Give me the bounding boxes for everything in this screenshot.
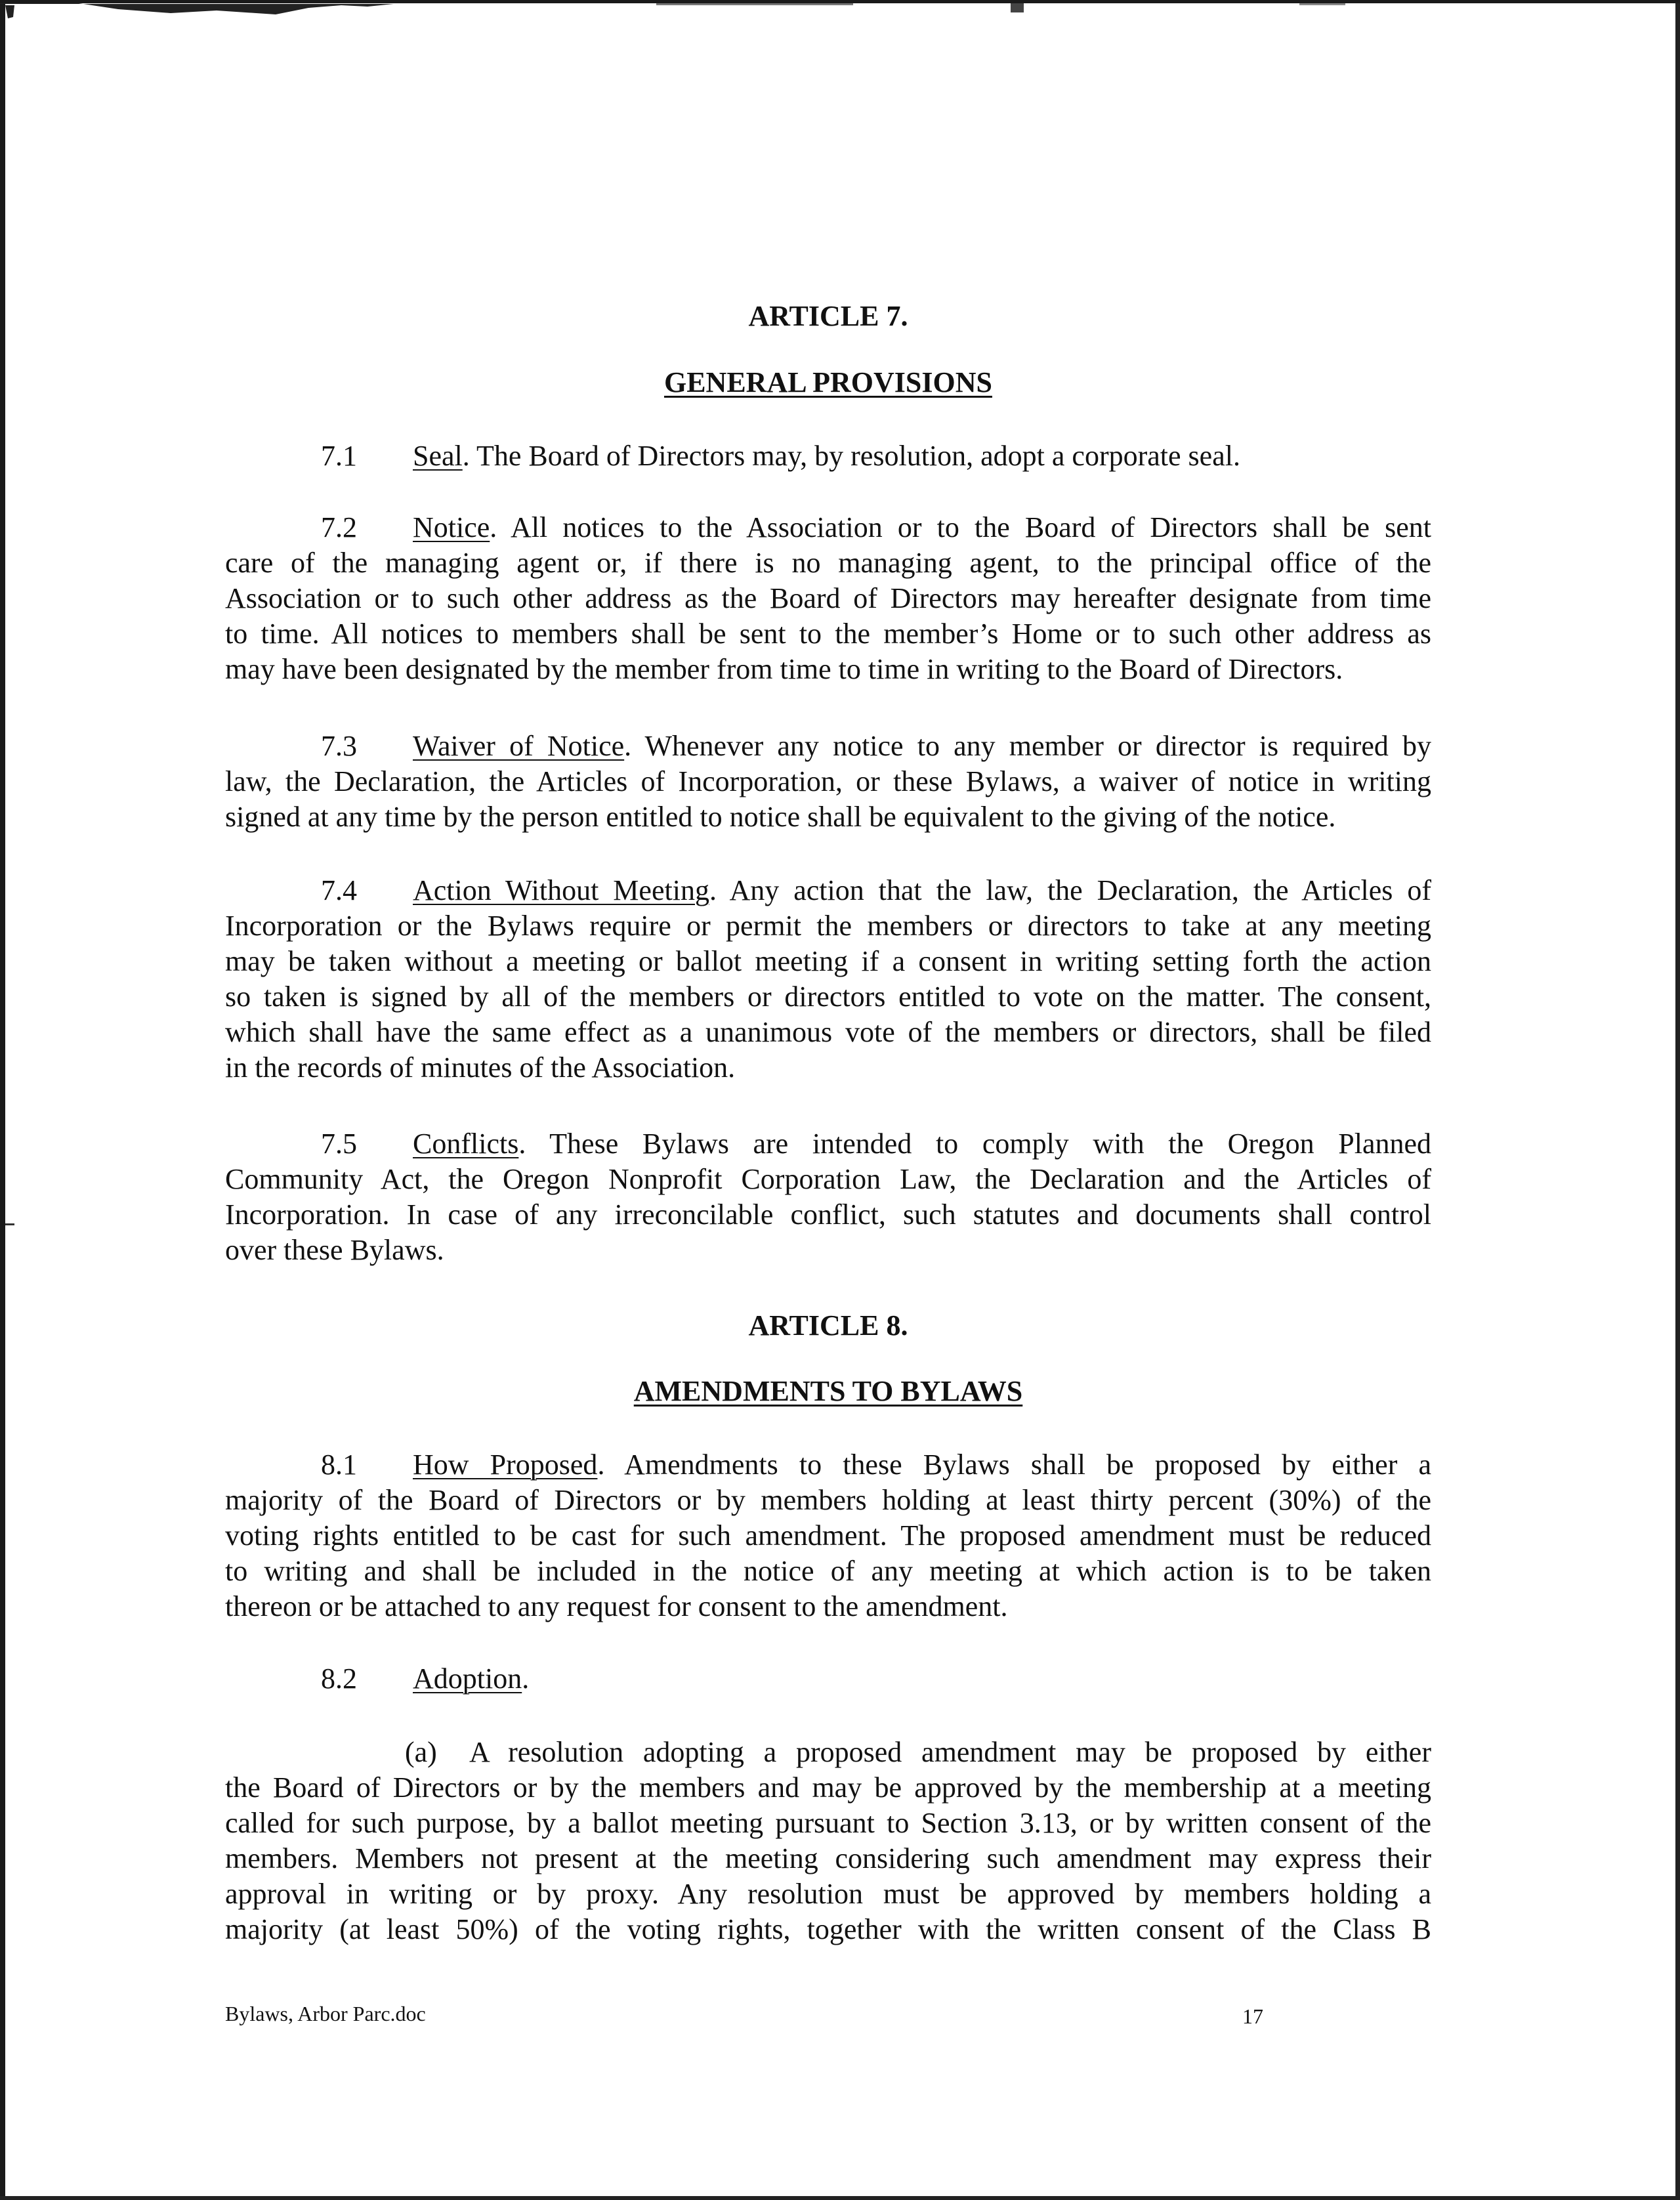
- section-7-3-line-2: law, the Declaration, the Articles of Incorporation, or these Bylaws, a waiver of notice in writing: [225, 765, 1431, 797]
- section-number: 8.2: [321, 1662, 357, 1695]
- section-7-2-line-4: to time. All notices to members shall be sent to the member’s Home or to such other address as: [225, 618, 1431, 650]
- article-7-title: GENERAL PROVISIONS: [663, 366, 992, 398]
- section-8-2-a-line-6: majority (at least 50%) of the voting rights, together with the written consent of the Class B: [225, 1913, 1431, 1945]
- section-title: Adoption: [413, 1662, 522, 1695]
- section-7-2-line-3: Association or to such other address as the Board of Directors may hereafter designate from time: [225, 582, 1431, 614]
- section-7-2-line-1: [225, 510, 1431, 545]
- section-8-2-a-line-2: the Board of Directors or by the members and may be approved by the membership at a meeting: [225, 1771, 1431, 1804]
- footer-filename: Bylaws, Arbor Parc.doc: [225, 2002, 426, 2025]
- footer-page-number: 17: [1242, 2004, 1263, 2028]
- section-text: . Whenever any notice to any member or director is required by: [624, 730, 1431, 762]
- section-7-2: [225, 510, 1431, 687]
- section-7-4-line-6: in the records of minutes of the Association.: [225, 1051, 736, 1084]
- section-title: How Proposed: [413, 1449, 598, 1481]
- section-8-2-heading-line: [225, 1661, 1431, 1697]
- section-7-3-line-3: signed at any time by the person entitled to notice shall be equivalent to the giving of the notice.: [225, 801, 1336, 833]
- section-7-3-line-1: [225, 729, 1431, 764]
- section-text: . These Bylaws are intended to comply with the Oregon Planned: [518, 1128, 1431, 1160]
- section-7-5: [225, 1126, 1431, 1268]
- section-7-1-line: [225, 438, 1431, 474]
- section-8-1-line-5: thereon or be attached to any request for consent to the amendment.: [225, 1590, 1008, 1622]
- section-7-2-line-5: may have been designated by the member from time to time in writing to the Board of Directors.: [225, 653, 1343, 685]
- section-8-2-a-line-4: members. Members not present at the meeting considering such amendment may express their: [225, 1842, 1431, 1874]
- section-number: 8.1: [321, 1449, 357, 1481]
- section-title: Notice: [413, 511, 490, 543]
- scan-edge-top: [0, 0, 1680, 18]
- section-number: 7.1: [321, 440, 357, 472]
- section-7-4-line-3: may be taken without a meeting or ballot meeting if a consent in writing setting forth the action: [225, 945, 1431, 977]
- scan-edge-bottom: [0, 2196, 1680, 2200]
- section-title: Conflicts: [413, 1128, 519, 1160]
- section-7-5-line-1: [225, 1126, 1431, 1162]
- section-text: . Amendments to these Bylaws shall be proposed by either a: [597, 1449, 1431, 1481]
- section-number: 7.4: [321, 874, 357, 906]
- scan-edge-right: [1675, 0, 1680, 2200]
- section-number: 7.2: [321, 511, 357, 543]
- section-7-4-line-1: [225, 873, 1431, 908]
- section-7-4-line-5: which shall have the same effect as a unanimous vote of the members or directors, shall be filed: [225, 1016, 1431, 1048]
- section-8-1-line-3: voting rights entitled to be cast for such amendment. The proposed amendment must be reduced: [225, 1519, 1431, 1552]
- section-8-1: [225, 1447, 1431, 1624]
- section-7-5-line-3: Incorporation. In case of any irreconcilable conflict, such statutes and documents shall control: [225, 1198, 1431, 1231]
- section-7-4-line-2: Incorporation or the Bylaws require or permit the members or directors to take at any meeting: [225, 910, 1431, 942]
- article-8-title: AMENDMENTS TO BYLAWS: [633, 1375, 1023, 1407]
- scan-edge-left: [0, 0, 5, 2200]
- article-8-heading: ARTICLE 8.: [748, 1309, 908, 1342]
- section-7-5-line-2: Community Act, the Oregon Nonprofit Corporation Law, the Declaration and the Articles of: [225, 1163, 1431, 1195]
- section-8-2-a: [225, 1735, 1431, 1947]
- section-7-3: [225, 729, 1431, 835]
- section-title-suffix: .: [522, 1662, 530, 1695]
- section-8-1-line-4: to writing and shall be included in the notice of any meeting at which action is to be taken: [225, 1555, 1431, 1587]
- section-8-1-line-2: majority of the Board of Directors or by members holding at least thirty percent (30%) of the: [225, 1484, 1431, 1516]
- subsection-label: (a): [405, 1736, 437, 1768]
- article-7-heading: ARTICLE 7.: [748, 300, 908, 332]
- section-number: 7.3: [321, 730, 357, 762]
- section-title: Seal: [413, 440, 463, 472]
- scan-mark: [5, 1223, 14, 1225]
- section-text: . Any action that the law, the Declaration, the Articles of: [709, 874, 1432, 906]
- section-7-1: [225, 438, 1431, 474]
- section-7-2-line-2: care of the managing agent or, if there is no managing agent, to the principal office of the: [225, 547, 1431, 579]
- subsection-text: A resolution adopting a proposed amendment may be proposed by either: [469, 1736, 1431, 1768]
- section-text: . The Board of Directors may, by resolution, adopt a corporate seal.: [462, 440, 1240, 472]
- section-8-1-line-1: [225, 1447, 1431, 1483]
- section-7-4-line-4: so taken is signed by all of the members or directors entitled to vote on the matter. The consent,: [225, 981, 1431, 1013]
- section-title: Waiver of Notice: [413, 730, 625, 762]
- section-7-5-line-4: over these Bylaws.: [225, 1234, 444, 1266]
- section-title: Action Without Meeting: [413, 874, 709, 906]
- section-8-2-a-line-5: approval in writing or by proxy. Any resolution must be approved by members holding a: [225, 1878, 1431, 1910]
- section-8-2: [225, 1661, 1431, 1697]
- section-8-2-a-line-1: [225, 1735, 1431, 1770]
- section-number: 7.5: [321, 1128, 357, 1160]
- section-text: . All notices to the Association or to the Board of Directors shall be sent: [490, 511, 1431, 543]
- section-7-4: [225, 873, 1431, 1086]
- section-8-2-a-line-3: called for such purpose, by a ballot meeting pursuant to Section 3.13, or by written consent of the: [225, 1807, 1431, 1839]
